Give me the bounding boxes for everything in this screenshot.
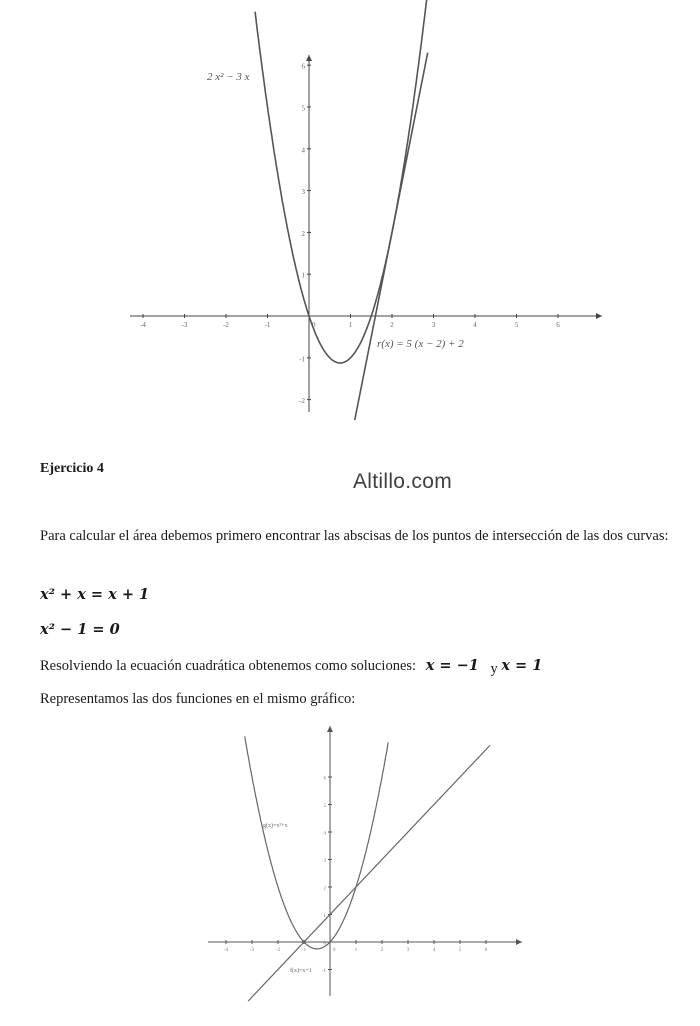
g1-x-arrow — [596, 313, 602, 319]
g2-x-tick-label: 5 — [458, 948, 462, 953]
g1-y-tick-label: 3 — [301, 188, 305, 197]
g2-x-tick-label: -3 — [249, 948, 255, 953]
g1-x-tick-label: 2 — [390, 321, 394, 329]
g1-x-tick-label: -1 — [264, 321, 271, 329]
g2-y-tick-label: 5 — [323, 804, 326, 809]
g1-x-tick-label: -3 — [181, 321, 188, 329]
g2-x-tick-label: 0 — [333, 948, 336, 953]
graph-2-curve-label-line: f(x)=x+1 — [290, 968, 312, 974]
g2-y-tick-label: 3 — [323, 859, 326, 864]
g1-y-arrow — [306, 55, 312, 61]
g2-x-tick-label: 4 — [432, 948, 436, 953]
equation-1: x² + x = x + 1 — [40, 586, 150, 603]
exercise-heading: Ejercicio 4 — [40, 461, 104, 476]
graph-2-axes — [208, 726, 522, 996]
g1-x-tick-label: -4 — [140, 321, 146, 329]
graph-1-ticks — [140, 63, 560, 405]
solution-2: x = 1 — [501, 657, 543, 674]
g2-x-arrow — [516, 939, 522, 945]
g2-y-tick-label: 6 — [323, 776, 326, 782]
g2-y-tick-label: 2 — [323, 886, 326, 892]
g2-y-arrow — [327, 726, 333, 732]
g1-x-tick-label: 3 — [431, 321, 436, 329]
graph-1-curve-label-parabola: 2 x² − 3 x — [207, 71, 250, 83]
g1-x-tick-label: -2 — [223, 321, 229, 329]
g1-y-tick-label: 1 — [301, 271, 305, 280]
g1-x-tick-label: 4 — [473, 321, 477, 329]
graph-1-parabola — [255, 0, 429, 363]
g2-x-tick-label: 3 — [406, 948, 410, 953]
g1-x-tick-label: 0 — [312, 321, 316, 329]
g2-y-tick-label: 4 — [323, 831, 326, 837]
graph-2-parabola — [245, 736, 389, 949]
watermark: Altillo.com — [353, 470, 452, 493]
graph-2-ticks — [224, 777, 488, 975]
g2-x-tick-label: -2 — [275, 948, 281, 953]
g1-y-tick-label: -2 — [299, 397, 305, 406]
g2-x-tick-label: -4 — [223, 948, 229, 953]
g1-y-tick-label: 6 — [301, 62, 305, 71]
g1-x-tick-label: 1 — [348, 321, 353, 329]
g2-y-tick-label: 0 — [323, 941, 326, 947]
g1-y-tick-label: 4 — [301, 146, 305, 155]
graph-1-curve-label-line: r(x) = 5 (x − 2) + 2 — [377, 338, 464, 350]
graph-intro-paragraph: Representamos las dos funciones en el mismo gráfico: — [40, 691, 356, 707]
g2-x-tick-label: 1 — [354, 948, 358, 953]
intro-paragraph: Para calcular el área debemos primero encontrar las abscisas de los puntos de intersección de las dos curvas: — [40, 528, 669, 544]
graph-2-line — [248, 745, 490, 1001]
graph-2-curve-label-parabola: g(x)=x²+x — [263, 823, 288, 829]
solution-1: x = −1 — [425, 657, 479, 674]
graph-1-tangent-line — [354, 53, 428, 420]
g1-x-tick-label: 6 — [556, 321, 560, 329]
solution-joiner: y — [490, 661, 498, 677]
g2-x-tick-label: 2 — [380, 948, 384, 953]
graph-2 — [0, 720, 700, 1020]
g2-x-tick-label: -1 — [301, 948, 307, 953]
g1-y-tick-label: 2 — [301, 229, 305, 238]
graph-1 — [0, 0, 700, 420]
graph-1-axes — [130, 55, 602, 412]
g1-x-tick-label: 5 — [514, 321, 519, 329]
g2-y-tick-label: -1 — [321, 969, 326, 974]
equation-2: x² − 1 = 0 — [40, 621, 120, 638]
g1-y-tick-label: 5 — [301, 104, 305, 113]
solution-text: Resolviendo la ecuación cuadrática obtenemos como soluciones: — [40, 658, 417, 674]
g2-x-tick-label: 6 — [484, 948, 488, 953]
g1-y-tick-label: -1 — [299, 355, 305, 364]
g2-y-tick-label: 1 — [323, 914, 326, 919]
solution-line — [40, 656, 542, 676]
